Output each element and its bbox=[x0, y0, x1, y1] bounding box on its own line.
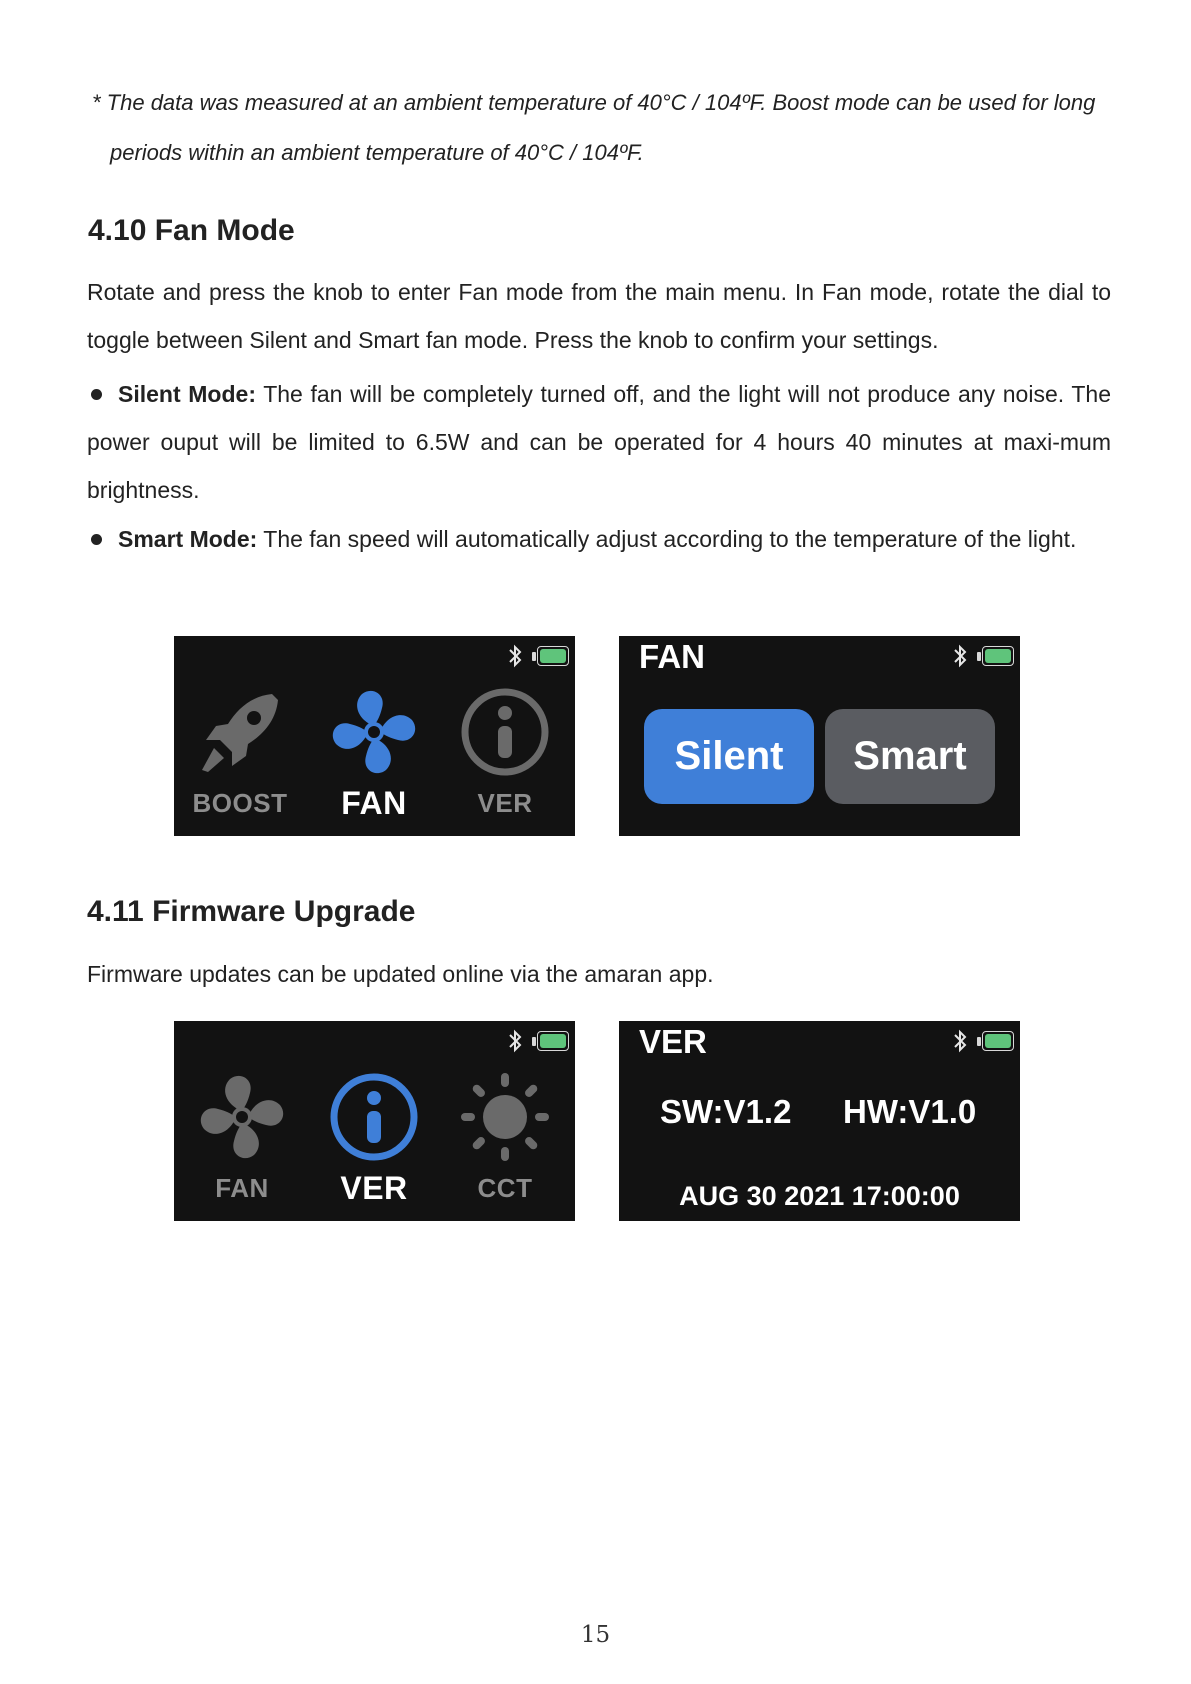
bullet-label: Silent Mode: bbox=[118, 381, 256, 407]
section-heading-firmware-upgrade: 4.11 Firmware Upgrade bbox=[87, 895, 416, 928]
bullet-label: Smart Mode: bbox=[118, 526, 258, 552]
footnote-line-2: periods within an ambient temperature of 40°C / 104ºF. bbox=[110, 140, 644, 165]
smart-option[interactable]: Smart bbox=[825, 709, 995, 804]
bluetooth-icon bbox=[951, 644, 969, 668]
bullet-smart-mode bbox=[87, 515, 1111, 563]
bluetooth-icon bbox=[506, 644, 524, 668]
firmware-text: Firmware updates can be updated online via the amaran app. bbox=[87, 961, 714, 987]
device-screen-menu-fan bbox=[174, 636, 575, 836]
rocket-icon bbox=[194, 686, 286, 778]
screen-title: FAN bbox=[639, 638, 705, 675]
menu-label-fan: FAN bbox=[215, 1173, 269, 1203]
bullet-dot bbox=[91, 534, 102, 545]
status-bar bbox=[951, 644, 1014, 668]
battery-icon bbox=[977, 1031, 1014, 1051]
battery-icon bbox=[532, 1031, 569, 1051]
fan-mode-intro: Rotate and press the knob to enter Fan mode from the main menu. In Fan mode, rotate the dial to toggle between Silent and Smart fan mode. Press the knob to confirm your settings. bbox=[87, 279, 1111, 353]
silent-option[interactable]: Silent bbox=[644, 709, 814, 804]
menu-label-ver: VER bbox=[340, 1170, 408, 1206]
status-bar bbox=[506, 644, 569, 668]
status-bar bbox=[506, 1029, 569, 1053]
menu-label-boost: BOOST bbox=[192, 788, 288, 818]
bluetooth-icon bbox=[951, 1029, 969, 1053]
sun-icon bbox=[459, 1071, 551, 1163]
info-icon bbox=[459, 686, 551, 778]
status-bar bbox=[951, 1029, 1014, 1053]
bullet-text: The fan speed will automatically adjust according to the temperature of the light. bbox=[257, 526, 1077, 552]
battery-icon bbox=[977, 646, 1014, 666]
footnote-line-1: * The data was measured at an ambient temperature of 40°C / 104ºF. Boost mode can be used for long bbox=[92, 90, 1096, 115]
device-screen-version bbox=[619, 1021, 1020, 1221]
footnote bbox=[92, 78, 1122, 178]
section-heading-fan-mode: 4.10 Fan Mode bbox=[88, 214, 295, 247]
firmware-date: AUG 30 2021 17:00:00 bbox=[679, 1181, 960, 1211]
menu-label-cct: CCT bbox=[477, 1173, 533, 1203]
menu-label-ver: VER bbox=[477, 788, 533, 818]
bullet-text: The fan will be completely turned off, and the light will not produce any noise. The power ouput will be limited to 6.5W and can be operated for 4 hours 40 minutes at maxi-mum brightness. bbox=[87, 381, 1111, 503]
device-screen-menu-ver bbox=[174, 1021, 575, 1221]
battery-icon bbox=[532, 646, 569, 666]
software-version: SW:V1.2 bbox=[660, 1093, 792, 1130]
bullet-dot bbox=[91, 389, 102, 400]
bullet-silent-mode bbox=[87, 370, 1111, 514]
device-screen-fan-mode bbox=[619, 636, 1020, 836]
menu-label-fan: FAN bbox=[341, 785, 407, 821]
fan-icon bbox=[328, 686, 420, 778]
hardware-version: HW:V1.0 bbox=[843, 1093, 977, 1130]
page-number: 15 bbox=[580, 1622, 611, 1648]
info-icon bbox=[328, 1071, 420, 1163]
fan-icon bbox=[196, 1071, 288, 1163]
bluetooth-icon bbox=[506, 1029, 524, 1053]
screen-title: VER bbox=[639, 1023, 707, 1060]
